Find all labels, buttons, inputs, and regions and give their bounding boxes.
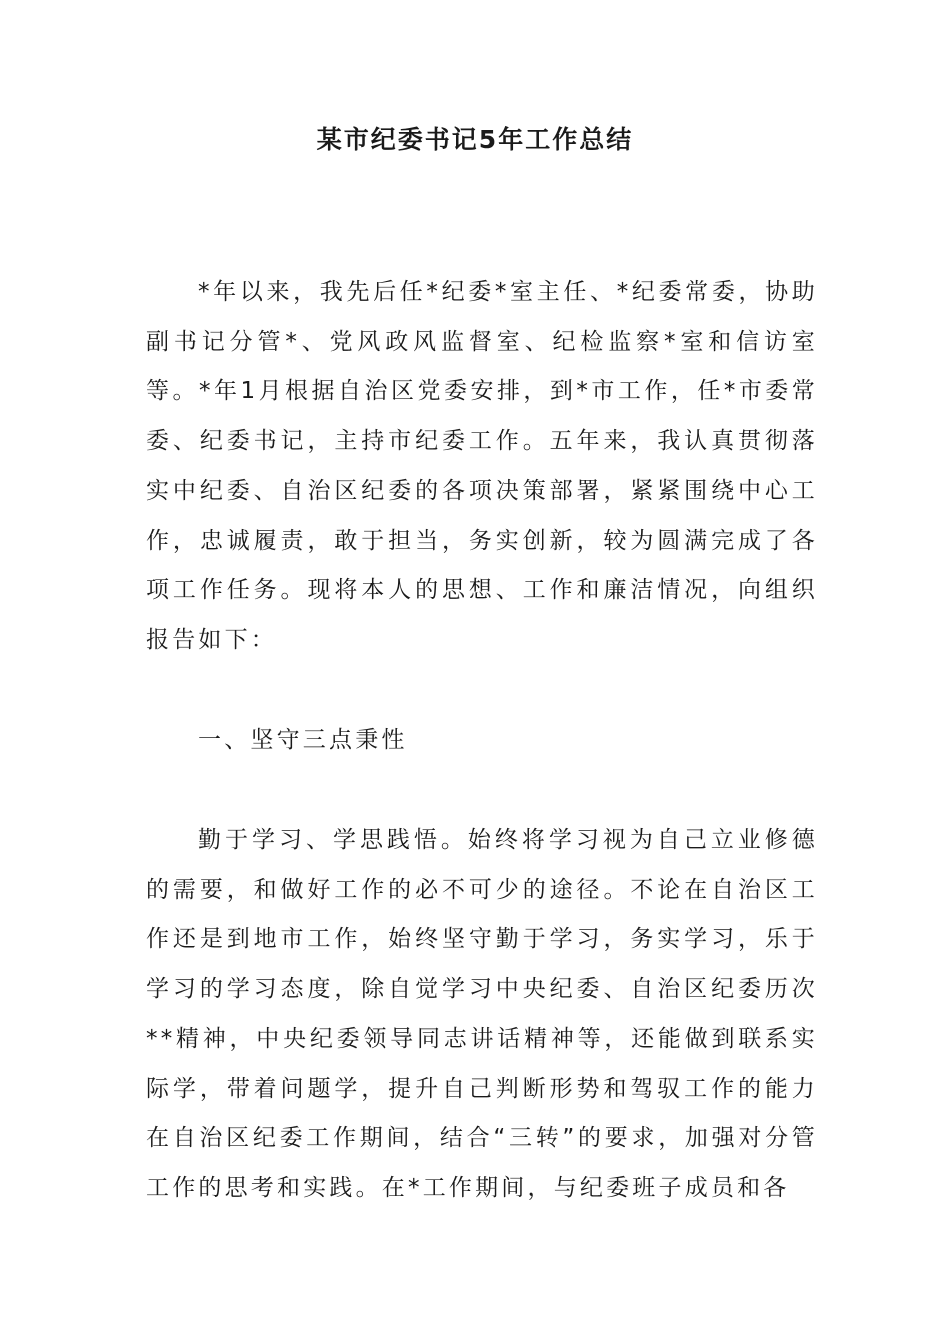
study-paragraph: 勤于学习、学思践悟。始终将学习视为自己立业修德的需要，和做好工作的必不可少的途径。不论在自治区工作还是到地市工作，始终坚守勤于学习，务实学习，乐于学习的学习态度，除自觉学习中央纪委、自治区纪委历次**精神，中央纪委领导同志讲话精神等，还能做到联系实际学，带着问题学，提升自己判断形势和驾驭工作的能力在自治区纪委工作期间，结合“三转”的要求，加强对分管工作的思考和实践。在*工作期间，与纪委班子成员和各 xyxy=(146,827,818,1201)
section-heading: 一、坚守三点秉性 xyxy=(198,727,408,753)
intro-paragraph: *年以来，我先后任*纪委*室主任、*纪委常委，协助副书记分管*、党风政风监督室、纪检监察*室和信访室等。*年1月根据自治区党委安排，到*市工作，任*市委常委、纪委书记，主持市纪委工作。五年来，我认真贯彻落实中纪委、自治区纪委的各项决策部署，紧紧围绕中心工作，忠诚履责，敢于担当，务实创新，较为圆满完成了各项工作任务。现将本人的思想、工作和廉洁情况，向组织报告如下： xyxy=(146,279,818,653)
document-title: 某市纪委书记5年工作总结 xyxy=(316,125,634,154)
